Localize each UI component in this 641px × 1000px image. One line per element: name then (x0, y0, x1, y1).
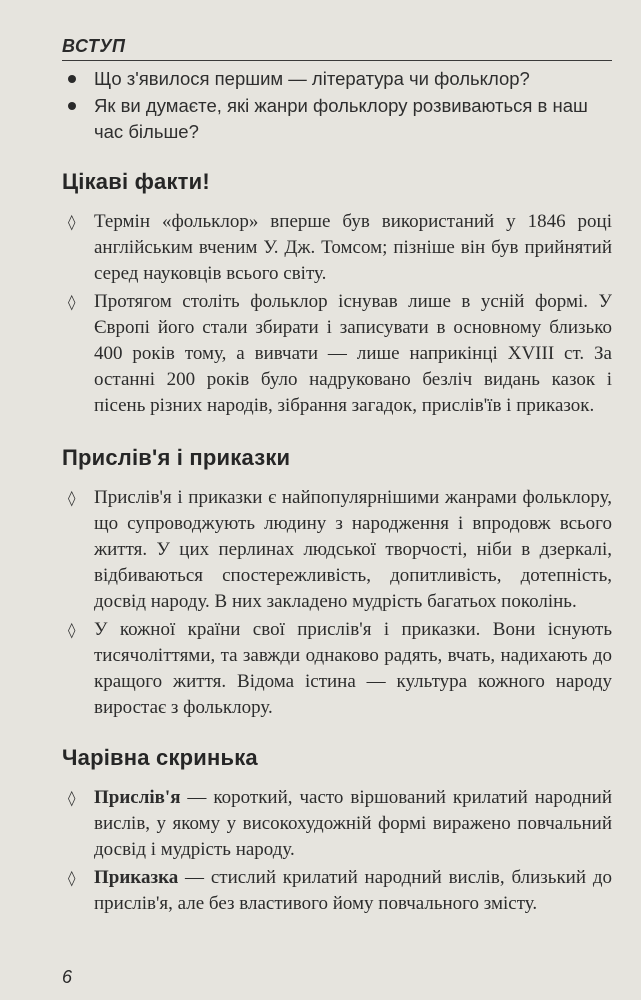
list-item: ◊ Протягом століть фольклор існував лише в усній формі. У Європі його стали збирати і записувати в основному близько 400 років тому, а вивчати — лише наприкінці XVIII ст. За останні 200 років було надруковано безліч видань казок і пісень різних народів, зібрання загадок, прислів'їв і приказок. (68, 291, 612, 416)
question-item: Що з'явилося першим — література чи фольклор? (62, 66, 614, 92)
section-title-proverbs: Прислів'я і приказки (62, 445, 291, 470)
diamond-bullet-icon: ◊ (68, 789, 76, 807)
bullet-dot-icon (68, 102, 76, 110)
question-item: Як ви думаєте, які жанри фольклору розвиваються в наш час більше? (62, 93, 614, 145)
list-item: ◊ Прислів'я і приказки є найпопулярнішими жанрами фольклору, що супроводжують людину з народження і впродовж всього життя. У цих перлинах людської творчості, ніби в дзеркалі, відбиваються спостережливість, допитливість, дотепність, досвід народу. В них закладено мудрість багатьох поколінь. (68, 487, 612, 612)
diamond-bullet-icon: ◊ (68, 213, 76, 231)
diamond-bullet-icon: ◊ (68, 293, 76, 311)
definition-term: Прислів'я (94, 787, 181, 808)
diamond-bullet-icon: ◊ (68, 489, 76, 507)
definition-item (62, 865, 614, 917)
list-item: ◊ Термін «фольклор» вперше був використаний у 1846 році англійським вченим У. Дж. Томсом; пізніше він був прийнятий серед науковців всього світу. (68, 211, 612, 284)
diamond-bullet-icon: ◊ (68, 621, 76, 639)
running-header (62, 36, 612, 61)
definition-text: — стислий крилатий народний вислів, близький до прислів'я, але без властивого йому повчального змісту. (94, 867, 612, 914)
diamond-bullet-icon: ◊ (68, 869, 76, 887)
list-item: ◊ У кожної країни свої прислів'я і приказки. Вони існують тисячоліттями, та завжди однаково радять, вчать, надихають до кращого життя. Відома істина — культура кожного народу виростає з фольклору. (68, 619, 612, 718)
definitions-list (62, 785, 614, 917)
bullet-dot-icon (68, 75, 76, 83)
facts-list (62, 209, 614, 419)
proverbs-list (62, 485, 614, 721)
question-list (62, 66, 614, 145)
definition-text: — короткий, часто віршований крилатий народний вислів, у якому у високохудожній формі виражено повчальний досвід і мудрість народу. (94, 787, 612, 860)
definition-item (62, 785, 614, 863)
page-content (62, 66, 614, 917)
section-title-facts: Цікаві факти! (62, 169, 210, 194)
section-title-magic-box: Чарівна скринька (62, 745, 258, 770)
page-number: 6 (62, 967, 73, 987)
header-title: ВСТУП (62, 36, 126, 56)
definition-term: Приказка (94, 867, 179, 888)
